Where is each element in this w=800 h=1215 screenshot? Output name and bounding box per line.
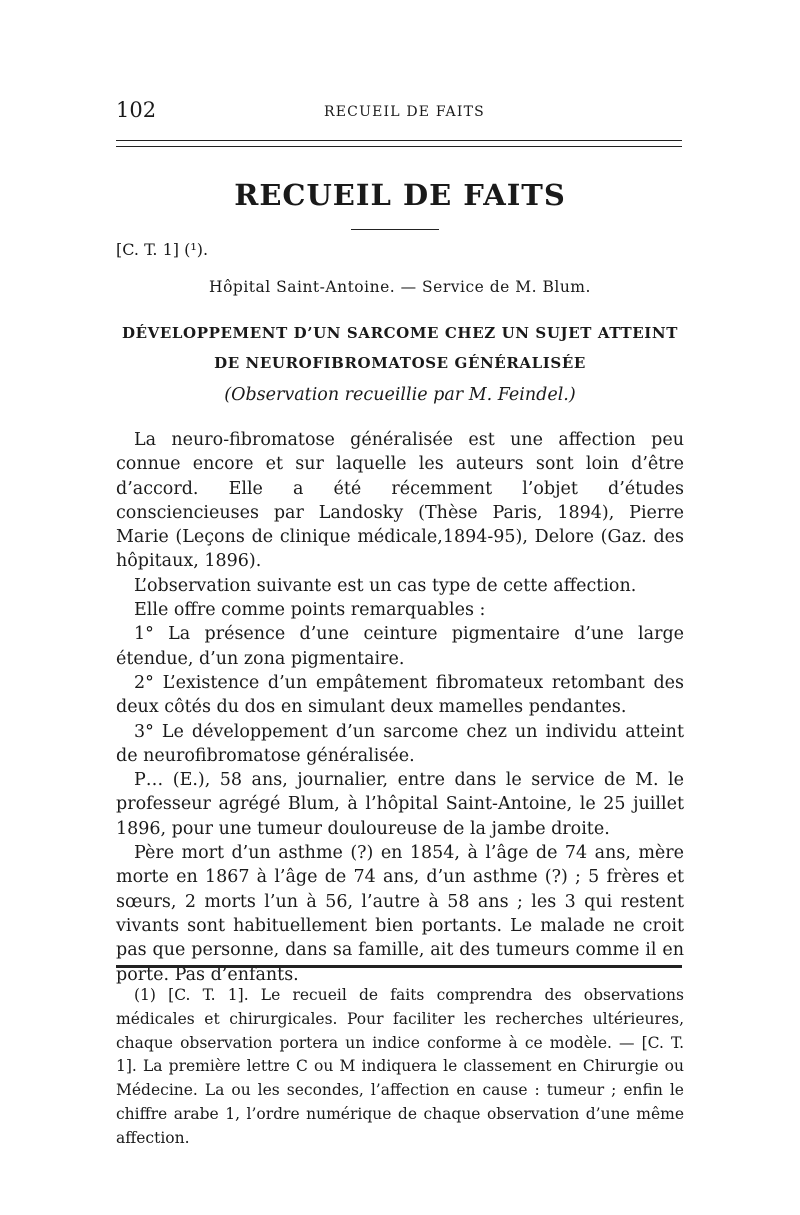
observation-reference: [C. T. 1] (¹). — [116, 240, 209, 259]
footnote — [116, 984, 684, 1151]
title-underline — [351, 229, 439, 230]
paragraph: La neuro-fibromatose généralisée est une affection peu connue encore et sur laquelle les auteurs sont loin d’être d’accord. Elle a été récemment l’objet d’études consciencieuses par Landosky (Thèse Paris, 1894), Pierre Marie (Leçons de clinique médicale,1894-95), Delore (Gaz. des hôpitaux, 1896). — [116, 430, 684, 572]
body-text — [116, 428, 684, 987]
running-title: RECUEIL DE FAITS — [324, 104, 485, 120]
running-head — [116, 98, 682, 126]
article-title: DÉVELOPPEMENT D’UN SARCOME CHEZ UN SUJET ATTEINT DE NEUROFIBROMATOSE GÉNÉRALISÉE — [122, 324, 678, 372]
page-number: 102 — [116, 98, 157, 122]
hospital-service: Hôpital Saint-Antoine. — Service de M. Blum. — [209, 278, 591, 296]
paragraph: Elle offre comme points remarquables : — [134, 600, 486, 621]
paragraph: Père mort d’un asthme (?) en 1854, à l’âge de 74 ans, mère morte en 1867 à l’âge de 74 ans, d’un asthme (?) ; 5 frères et sœurs, 2 morts l’un à 56, l’autre à 58 ans ; les 3 qui restent vivants sont habituellement bien portants. Le malade ne croit pas que personne, dans sa famille, ait des tumeurs comme il en porte. Pas d’enfants. — [116, 843, 684, 985]
footnote-text: (1) [C. T. 1]. Le recueil de faits comprendra des observations médicales et chirurgicales. Pour faciliter les recherches ultérieures, chaque observation portera un indice conforme à ce modèle. — [C. T. 1]. La première lettre C ou M indiquera le classement en Chirurgie ou Médecine. La ou les secondes, l’affection en cause : tumeur ; enfin le chiffre arabe 1, l’ordre numérique de chaque observation d’une même affection. — [116, 986, 684, 1147]
paragraph: 1° La présence d’une ceinture pigmentaire d’une large étendue, d’un zona pigmentaire. — [116, 624, 684, 669]
paragraph: 3° Le développement d’un sarcome chez un individu atteint de neurofibromatose généralisée. — [116, 721, 684, 766]
paragraph: L’observation suivante est un cas type de cette affection. — [134, 575, 637, 596]
footnote-rule — [116, 965, 682, 968]
observer-credit: (Observation recueillie par M. Feindel.) — [224, 385, 576, 405]
paragraph: 2° L’existence d’un empâtement fibromateux retombant des deux côtés du dos en simulant deux mamelles pendantes. — [116, 672, 684, 718]
paragraph: P… (E.), 58 ans, journalier, entre dans le service de M. le professeur agrégé Blum, à l’hôpital Saint-Antoine, le 25 juillet 1896, pour une tumeur douloureuse de la jambe droite. — [116, 770, 684, 839]
header-double-rule — [116, 140, 682, 147]
section-title: RECUEIL DE FAITS — [234, 178, 566, 212]
